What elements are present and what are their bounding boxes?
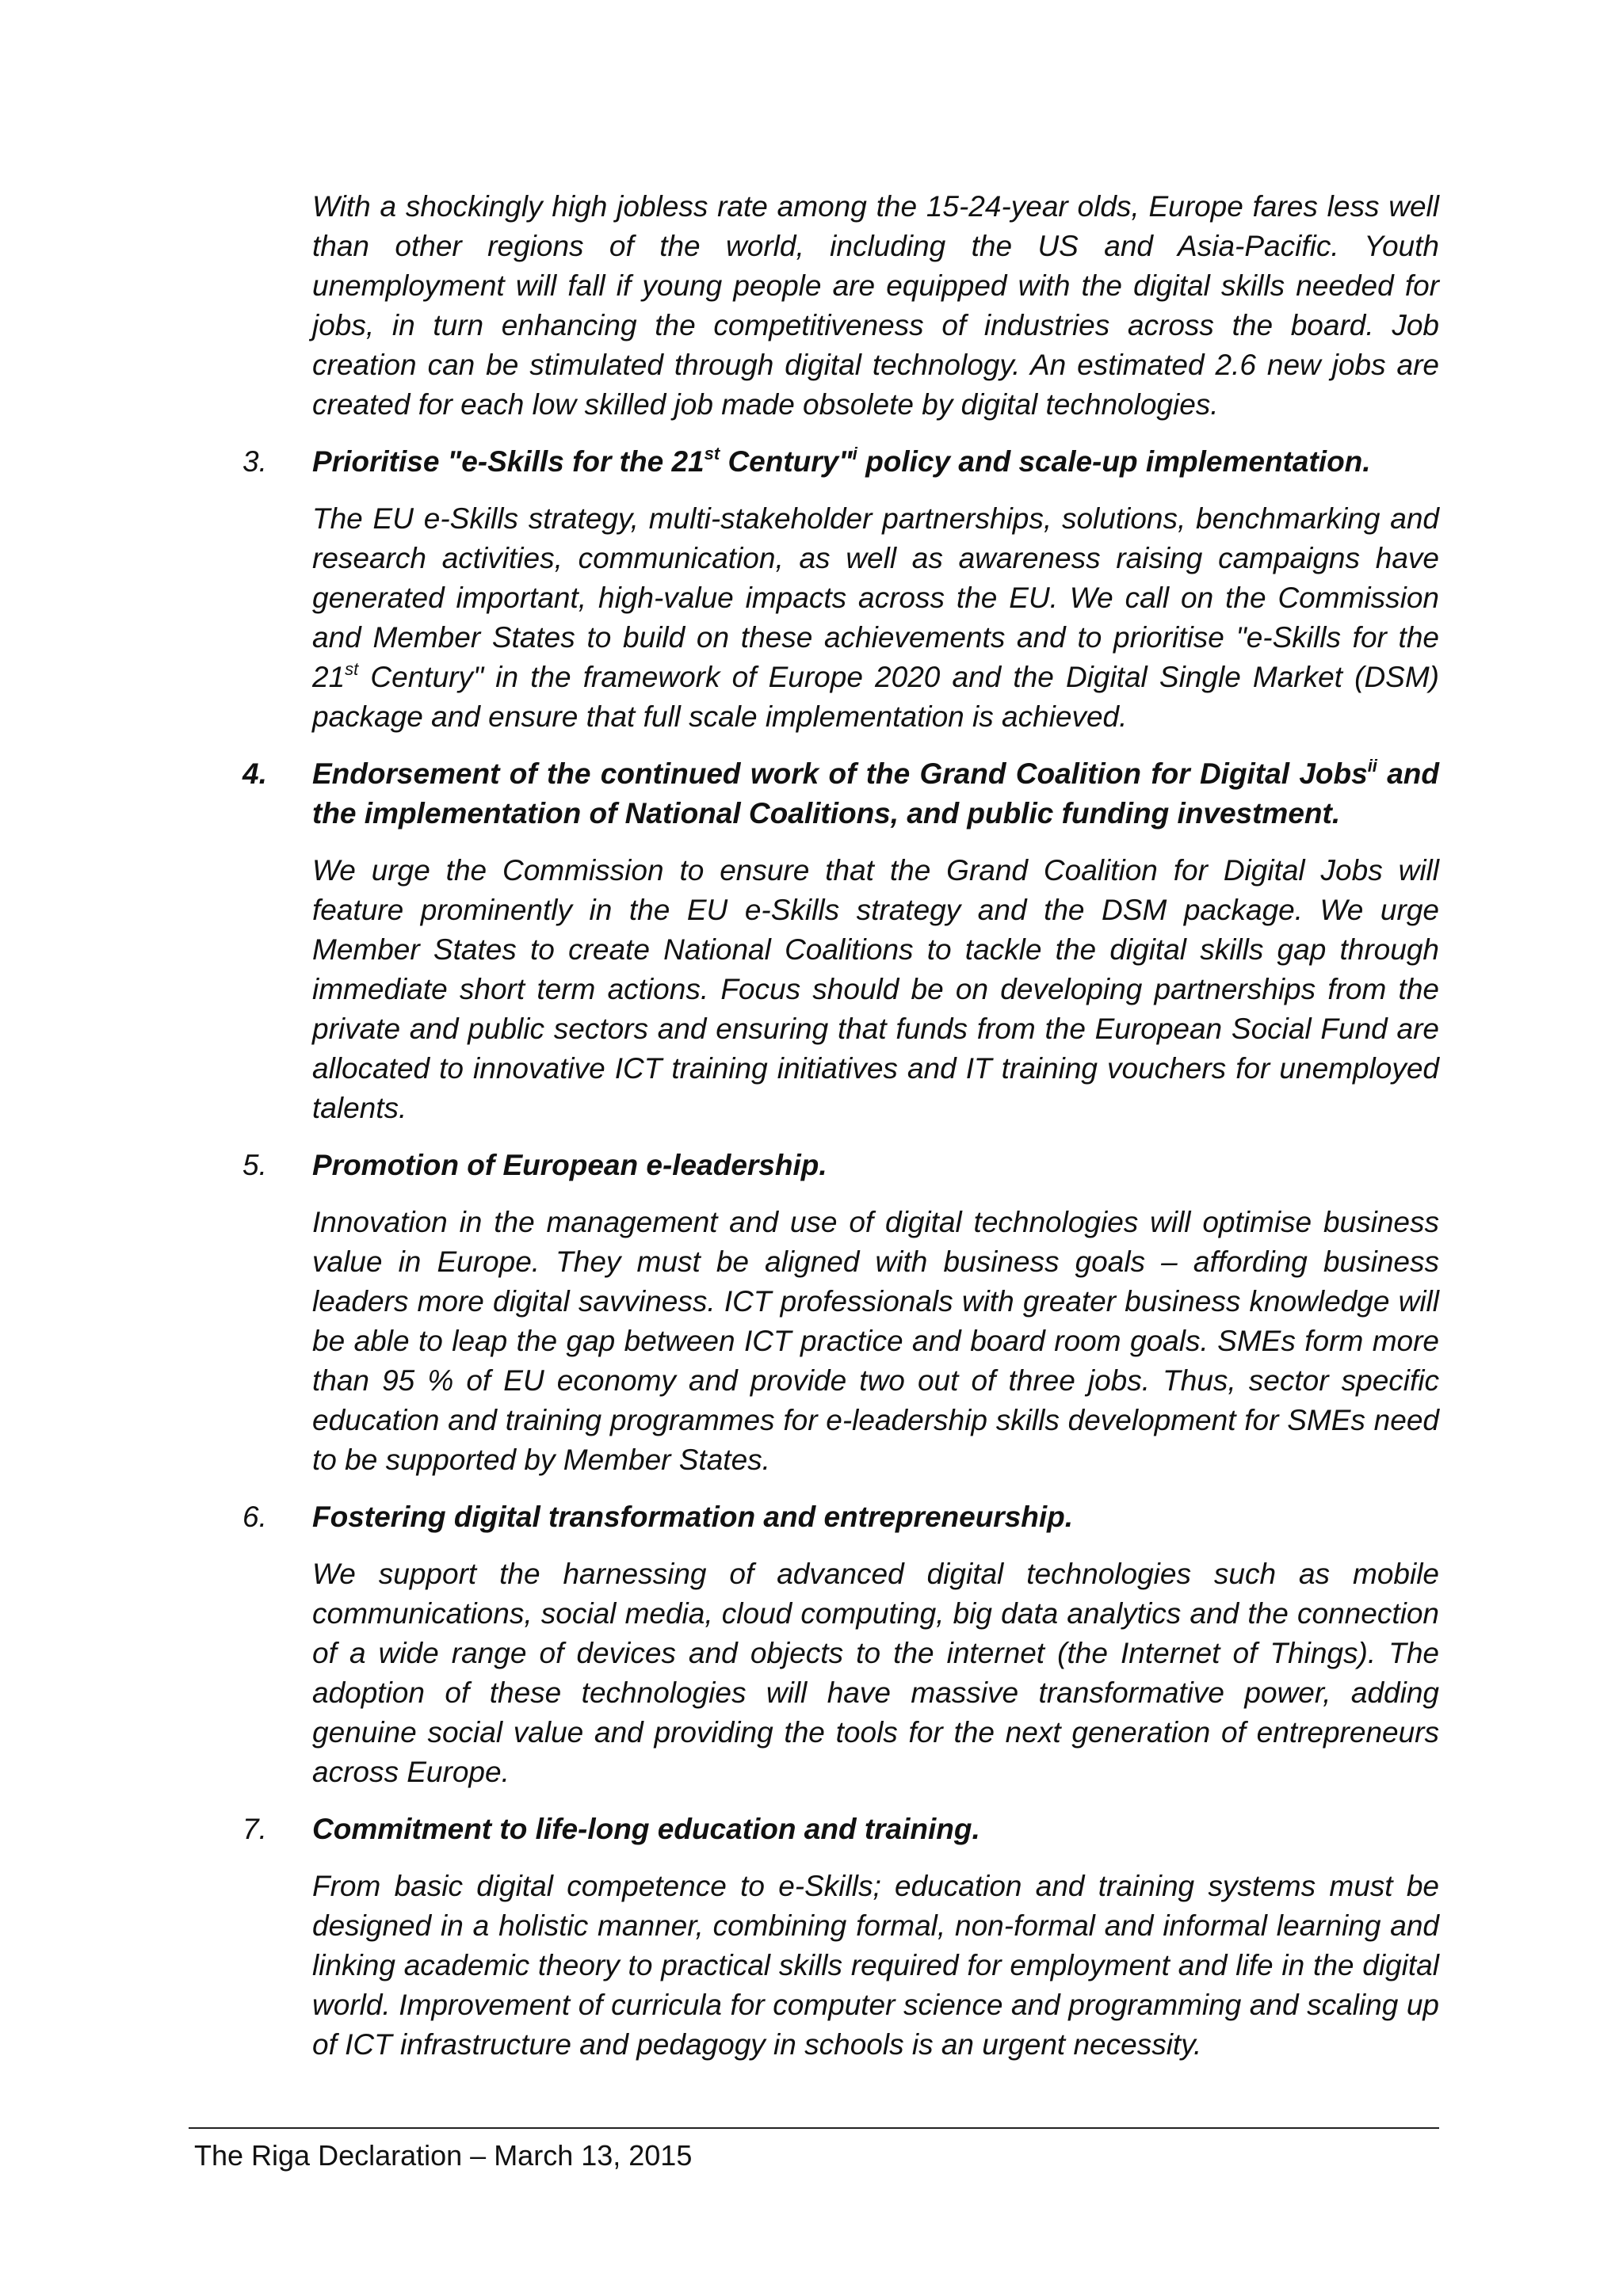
item-heading: Fostering digital transformation and entrepreneurship. [312, 1501, 1074, 1533]
list-item-7-body: From basic digital competence to e-Skills; education and training systems must be designed in a holistic manner, combining formal, non-formal and informal learning and linking academic theory to practical skills required for employment and life in the digital world. Improvement of curricula for computer science and programming and scaling up of ICT infrastructure and pedagogy in schools is an urgent necessity. [312, 1870, 1439, 2061]
list-item-3-heading [242, 442, 1439, 482]
item-heading: Promotion of European e-leadership. [312, 1149, 827, 1181]
list-item-4-body: We urge the Commission to ensure that the Grand Coalition for Digital Jobs will feature prominently in the EU e-Skills strategy and the DSM package. We urge Member States to create National Coalitions to tackle the digital skills gap through immediate short term actions. Focus should be on developing partnerships from the private and public sectors and ensuring that funds from the European Social Fund are allocated to innovative ICT training initiatives and IT training vouchers for unemployed talents. [312, 854, 1439, 1124]
list-item-7-heading [242, 1810, 1439, 1849]
item-number: 6. [242, 1501, 267, 1533]
page-footer: The Riga Declaration – March 13, 2015 [194, 2139, 693, 2172]
intro-paragraph: With a shockingly high jobless rate among the 15-24-year olds, Europe fares less well than other regions of the world, including the US and Asia-Pacific. Youth unemployment will fall if young people are equipped with the digital skills needed for jobs, in turn enhancing the competitiveness of industries across the board. Job creation can be stimulated through digital technology. An estimated 2.6 new jobs are created for each low skilled job made obsolete by digital technologies. [312, 190, 1439, 421]
endnote-ref: i [852, 443, 857, 463]
list-item-3-body: The EU e-Skills strategy, multi-stakeholder partnerships, solutions, benchmarking and research activities, communication, as well as awareness raising campaigns have generated important, high-value impacts across the EU. We call on the Commission and Member States to build on these achievements and to prioritise "e-Skills for the 21st Century" in the framework of Europe 2020 and the Digital Single Market (DSM) package and ensure that full scale implementation is achieved. [312, 502, 1439, 733]
list-item-4-heading [242, 754, 1439, 833]
item-heading: Commitment to life-long education and training. [312, 1813, 980, 1845]
superscript: st [704, 443, 720, 463]
item-heading: Prioritise "e-Skills for the 21st Century"$^i$ policy and scale-up implementation. [312, 443, 1371, 478]
item-number: 3. [242, 445, 267, 478]
list-item-6-body: We support the harnessing of advanced digital technologies such as mobile communications, social media, cloud computing, big data analytics and the connection of a wide range of devices and objects to the internet (the Internet of Things). The adoption of these technologies will have massive transformative power, adding genuine social value and providing the tools for the next generation of entrepreneurs across Europe. [312, 1558, 1439, 1788]
endnote-ref: ii [1367, 755, 1377, 776]
document-body [242, 187, 1439, 2082]
footer-divider [189, 2127, 1439, 2129]
item-number: 7. [242, 1813, 267, 1845]
item-number: 4. [242, 757, 267, 790]
list-item-6-heading [242, 1497, 1439, 1537]
superscript: st [345, 658, 359, 679]
list-item-5-body: Innovation in the management and use of digital technologies will optimise business value in Europe. They must be aligned with business goals – affording business leaders more digital savviness. ICT professionals with greater business knowledge will be able to leap the gap between ICT practice and board room goals. SMEs form more than 95 % of EU economy and provide two out of three jobs. Thus, sector specific education and training programmes for e-leadership skills development for SMEs need to be supported by Member States. [312, 1206, 1439, 1476]
list-item-5-heading [242, 1146, 1439, 1185]
item-number: 5. [242, 1149, 267, 1181]
item-heading: Endorsement of the continued work of the Grand Coalition for Digital Jobs$^{ii}$ and the implementation of National Coalitions, and public funding investment. [312, 755, 1440, 830]
